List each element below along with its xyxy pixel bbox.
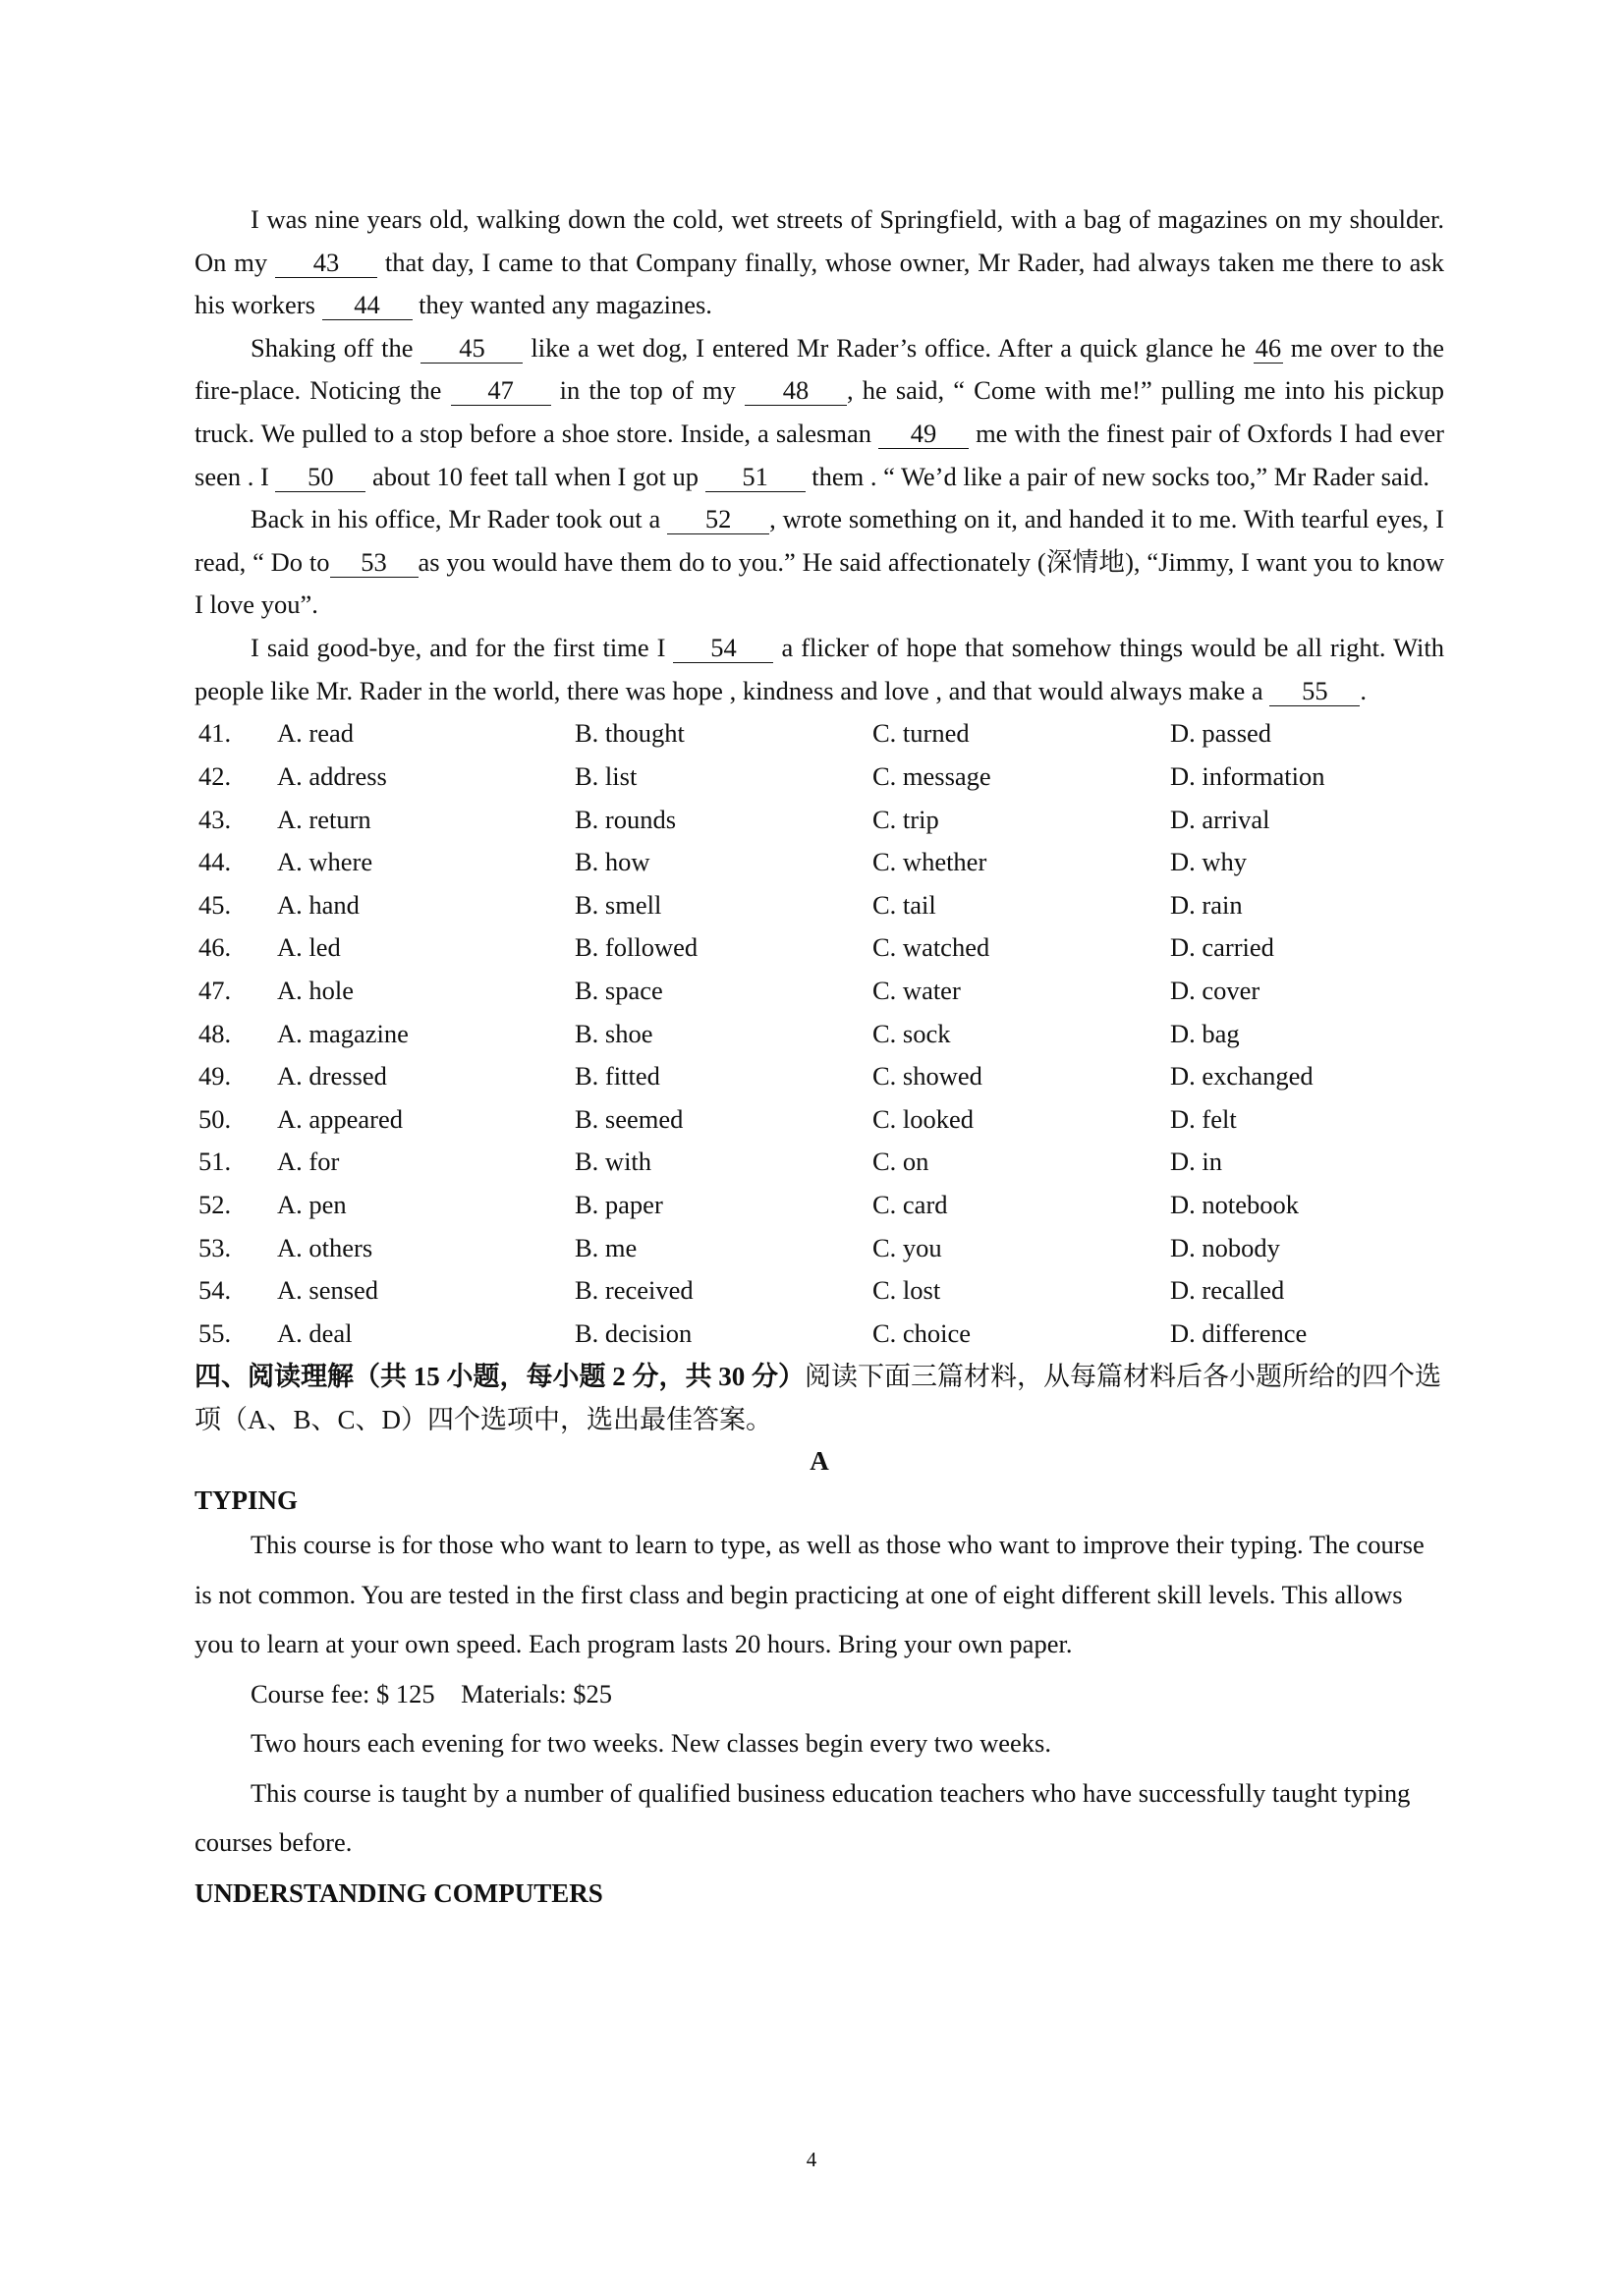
page-number: 4 bbox=[806, 2148, 817, 2171]
option-c: C. sock bbox=[872, 1018, 951, 1048]
passage-paragraph-4 bbox=[195, 627, 1444, 712]
question-number: 47. bbox=[198, 975, 232, 1005]
option-b: B. space bbox=[575, 975, 663, 1005]
typing-description: This course is for those who want to learn to type, as well as those who want to improve their typing. The course is not common. You are tested in the first class and begin practicing at one of eight different skill levels. This allows you to learn at your own speed. Each program lasts 20 hours. Bring your own paper. bbox=[195, 1530, 1425, 1659]
question-number: 44. bbox=[198, 847, 232, 877]
option-d: D. difference bbox=[1170, 1317, 1308, 1348]
question-number: 53. bbox=[198, 1232, 232, 1262]
options-table bbox=[198, 712, 1325, 1355]
option-d: D. felt bbox=[1170, 1103, 1237, 1134]
option-d: D. why bbox=[1170, 847, 1248, 877]
blank-50: 50 bbox=[275, 462, 365, 492]
option-b: B. list bbox=[575, 761, 638, 792]
option-b: B. decision bbox=[575, 1317, 693, 1348]
question-number: 45. bbox=[198, 889, 232, 920]
text: I said good-bye, and for the first time I bbox=[251, 632, 674, 662]
option-b: B. received bbox=[575, 1275, 694, 1306]
course-heading-typing: TYPING bbox=[195, 1485, 299, 1516]
text: me with the finest pair of Oxfords I had ever seen . I bbox=[195, 418, 1445, 491]
option-c: C. message bbox=[872, 761, 991, 792]
blank-43: 43 bbox=[275, 248, 377, 278]
passage-paragraph-3 bbox=[195, 498, 1444, 627]
blank-46: 46 bbox=[1255, 332, 1282, 363]
option-d: D. rain bbox=[1170, 889, 1243, 920]
option-b: B. me bbox=[575, 1232, 638, 1262]
blank-48: 48 bbox=[745, 375, 847, 406]
option-row bbox=[198, 970, 1325, 1013]
option-c: C. you bbox=[872, 1232, 942, 1262]
option-a: A. magazine bbox=[277, 1018, 409, 1048]
option-d: D. recalled bbox=[1170, 1275, 1285, 1306]
option-c: C. choice bbox=[872, 1317, 972, 1348]
option-c: C. trip bbox=[872, 804, 939, 834]
blank-47: 47 bbox=[451, 375, 551, 406]
option-b: B. fitted bbox=[575, 1061, 660, 1092]
option-b: B. shoe bbox=[575, 1018, 653, 1048]
question-number: 43. bbox=[198, 804, 232, 834]
text: Shaking off the bbox=[251, 332, 421, 363]
text: a flicker of hope that somehow things would be all right. With people like Mr. Rader in the world, there was hope , kindness and love , and that would always make a bbox=[195, 632, 1445, 705]
option-row bbox=[198, 884, 1325, 927]
blank-51: 51 bbox=[705, 462, 806, 492]
option-row bbox=[198, 1141, 1325, 1184]
text: like a wet dog, I entered Mr Rader’s office. After a quick glance he bbox=[523, 332, 1254, 363]
option-a: A. for bbox=[277, 1147, 340, 1177]
option-row bbox=[198, 798, 1325, 841]
option-row bbox=[198, 1226, 1325, 1269]
question-number: 54. bbox=[198, 1275, 232, 1306]
text: Back in his office, Mr Rader took out a bbox=[251, 504, 668, 534]
option-b: B. followed bbox=[575, 932, 699, 963]
option-d: D. exchanged bbox=[1170, 1061, 1314, 1092]
passage-paragraph-2 bbox=[195, 327, 1444, 498]
option-d: D. passed bbox=[1170, 718, 1272, 749]
question-number: 48. bbox=[198, 1018, 232, 1048]
option-c: C. water bbox=[872, 975, 961, 1005]
section-heading bbox=[195, 1355, 1444, 1441]
option-d: D. arrival bbox=[1170, 804, 1270, 834]
option-a: A. where bbox=[277, 847, 373, 877]
option-c: C. whether bbox=[872, 847, 987, 877]
option-row bbox=[198, 1269, 1325, 1313]
option-row bbox=[198, 1055, 1325, 1098]
text: they wanted any magazines. bbox=[412, 290, 712, 320]
option-a: A. others bbox=[277, 1232, 373, 1262]
passage-letter: A bbox=[810, 1446, 829, 1477]
option-b: B. how bbox=[575, 847, 650, 877]
option-row bbox=[198, 1312, 1325, 1355]
typing-fees: Course fee: $ 125 Materials: $25 bbox=[251, 1678, 612, 1708]
option-c: C. tail bbox=[872, 889, 936, 920]
option-d: D. notebook bbox=[1170, 1189, 1300, 1219]
option-a: A. appeared bbox=[277, 1103, 404, 1134]
course-heading-computers: UNDERSTANDING COMPUTERS bbox=[195, 1877, 603, 1908]
text: , he said, “ Come with me!” pulling me into his pickup truck. We pulled to a stop before a shoe store. Inside, a salesman bbox=[195, 375, 1444, 448]
blank-49: 49 bbox=[878, 419, 969, 449]
option-a: A. hole bbox=[277, 975, 355, 1005]
option-a: A. led bbox=[277, 932, 341, 963]
option-a: A. pen bbox=[277, 1189, 347, 1219]
text: I was nine years old, walking down the cold, wet streets of Springfield, with a bag of magazines on my shoulder. On my bbox=[195, 204, 1444, 277]
option-c: C. card bbox=[872, 1189, 948, 1219]
option-c: C. looked bbox=[872, 1103, 975, 1134]
option-row bbox=[198, 1097, 1325, 1141]
option-c: C. lost bbox=[872, 1275, 941, 1306]
blank-45: 45 bbox=[420, 333, 523, 364]
passage-paragraph-1 bbox=[195, 198, 1444, 327]
blank-53: 53 bbox=[330, 547, 419, 578]
option-a: A. read bbox=[277, 718, 354, 749]
text: that day, I came to that Company finally, whose owner, Mr Rader, had always taken me there to ask his workers bbox=[195, 247, 1445, 320]
option-c: C. turned bbox=[872, 718, 970, 749]
option-a: A. return bbox=[277, 804, 371, 834]
option-row bbox=[198, 712, 1325, 756]
question-number: 41. bbox=[198, 718, 232, 749]
option-a: A. deal bbox=[277, 1317, 353, 1348]
text: them . “ We’d like a pair of new socks too,” Mr Rader said. bbox=[805, 461, 1429, 491]
text: in the top of my bbox=[550, 375, 745, 406]
option-row bbox=[198, 1184, 1325, 1227]
text: , wrote something on it, and handed it to me. With tearful eyes, I read, “ Do to bbox=[195, 504, 1444, 577]
question-number: 49. bbox=[198, 1061, 232, 1092]
option-c: C. on bbox=[872, 1147, 929, 1177]
blank-54: 54 bbox=[673, 633, 773, 663]
question-number: 46. bbox=[198, 932, 232, 963]
option-c: C. watched bbox=[872, 932, 990, 963]
question-number: 42. bbox=[198, 761, 232, 792]
option-b: B. paper bbox=[575, 1189, 663, 1219]
option-b: B. seemed bbox=[575, 1103, 684, 1134]
option-a: A. dressed bbox=[277, 1061, 387, 1092]
text: about 10 feet tall when I got up bbox=[365, 461, 705, 491]
typing-teachers: This course is taught by a number of qualified business education teachers who have successfully taught typing courses before. bbox=[195, 1777, 1411, 1858]
section-title: 四、阅读理解（共 15 小题，每小题 2 分，共 30 分） bbox=[195, 1362, 805, 1392]
section-instructions: 阅读下面三篇材料，从每篇材料后各小题所给的四个选项（A、B、C、D）四个选项中，选出最佳答案。 bbox=[195, 1362, 1441, 1435]
text: as you would have them do to you.” He said affectionately (深情地), “Jimmy, I want you to know I love you”. bbox=[195, 546, 1444, 620]
option-a: A. sensed bbox=[277, 1275, 379, 1306]
text: me over to the fire-place. Noticing the bbox=[195, 332, 1444, 406]
text: . bbox=[1360, 675, 1367, 705]
option-c: C. showed bbox=[872, 1061, 982, 1092]
option-row bbox=[198, 926, 1325, 970]
question-number: 50. bbox=[198, 1103, 232, 1134]
typing-schedule: Two hours each evening for two weeks. New classes begin every two weeks. bbox=[251, 1728, 1051, 1759]
question-number: 51. bbox=[198, 1147, 232, 1177]
option-b: B. with bbox=[575, 1147, 652, 1177]
question-number: 52. bbox=[198, 1189, 232, 1219]
option-d: D. information bbox=[1170, 761, 1325, 792]
blank-52: 52 bbox=[667, 504, 769, 534]
option-d: D. cover bbox=[1170, 975, 1260, 1005]
option-row bbox=[198, 841, 1325, 884]
option-d: D. carried bbox=[1170, 932, 1274, 963]
option-a: A. hand bbox=[277, 889, 360, 920]
option-d: D. nobody bbox=[1170, 1232, 1280, 1262]
blank-44: 44 bbox=[322, 290, 413, 320]
option-d: D. bag bbox=[1170, 1018, 1240, 1048]
option-b: B. rounds bbox=[575, 804, 677, 834]
question-number: 55. bbox=[198, 1317, 232, 1348]
option-d: D. in bbox=[1170, 1147, 1222, 1177]
blank-55: 55 bbox=[1269, 676, 1360, 706]
exam-page bbox=[195, 198, 1444, 1919]
option-a: A. address bbox=[277, 761, 387, 792]
option-row bbox=[198, 1012, 1325, 1055]
option-row bbox=[198, 756, 1325, 799]
option-b: B. smell bbox=[575, 889, 662, 920]
option-b: B. thought bbox=[575, 718, 685, 749]
